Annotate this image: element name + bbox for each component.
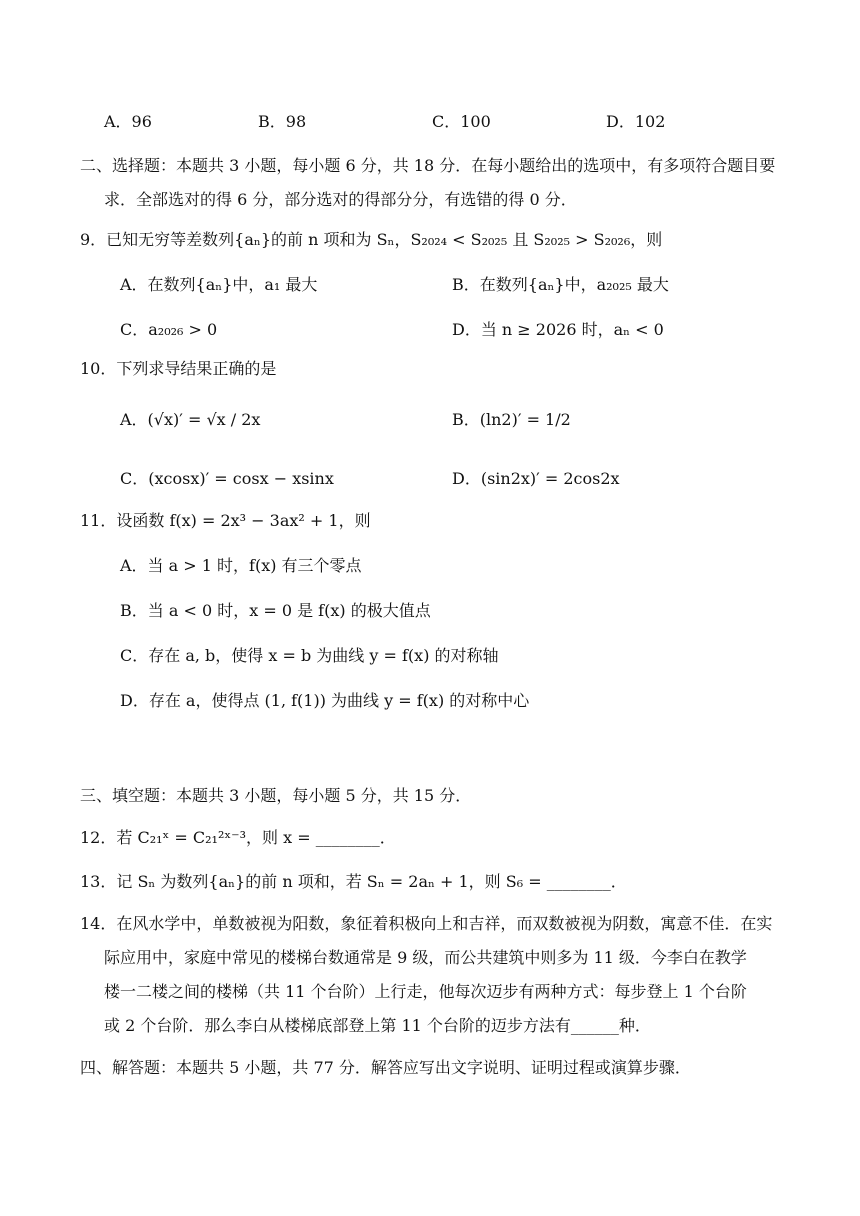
q11-option-c: C．存在 a, b，使得 x = b 为曲线 y = f(x) 的对称轴 — [120, 646, 499, 665]
q11-option-d: D．存在 a，使得点 (1, f(1)) 为曲线 y = f(x) 的对称中心 — [120, 691, 530, 710]
q9-option-d: D．当 n ≥ 2026 时，aₙ < 0 — [452, 320, 664, 339]
q14-line1: 14．在风水学中，单数被视为阳数，象征着积极向上和吉祥，而双数被视为阴数，寓意不佳．在实 — [80, 914, 773, 933]
q8-option-b: B．98 — [258, 112, 307, 131]
q10-option-b: B．(ln2)′ = 1/2 — [452, 410, 571, 429]
q13-text: 13．记 Sₙ 为数列{aₙ}的前 n 项和，若 Sₙ = 2aₙ + 1，则 S₆ = ________． — [80, 872, 627, 891]
q14-line3: 楼一二楼之间的楼梯（共 11 个台阶）上行走，他每次迈步有两种方式：每步登上 1 个台阶 — [104, 982, 747, 1001]
q9-option-a: A．在数列{aₙ}中，a₁ 最大 — [120, 275, 318, 294]
q10-option-c: C．(xcosx)′ = cosx − xsinx — [120, 469, 334, 488]
section3-heading: 三、填空题：本题共 3 小题，每小题 5 分，共 15 分． — [80, 786, 472, 805]
q14-line2: 际应用中，家庭中常见的楼梯台数通常是 9 级，而公共建筑中则多为 11 级．今李白在教学 — [104, 948, 747, 967]
q12-text: 12．若 C₂₁ˣ = C₂₁²ˣ⁻³，则 x = ________． — [80, 828, 396, 847]
section4-heading: 四、解答题：本题共 5 小题，共 77 分．解答应写出文字说明、证明过程或演算步骤． — [80, 1058, 691, 1077]
q11-stem: 11．设函数 f(x) = 2x³ − 3ax² + 1，则 — [80, 511, 371, 530]
q9-stem: 9．已知无穷等差数列{aₙ}的前 n 项和为 Sₙ，S₂₀₂₄ < S₂₀₂₅ 且 S₂₀₂₅ > S₂₀₂₆，则 — [80, 230, 663, 249]
q10-option-a: A．(√x)′ = √x / 2x — [120, 410, 261, 429]
q10-option-d: D．(sin2x)′ = 2cos2x — [452, 469, 620, 488]
q9-option-b: B．在数列{aₙ}中，a₂₀₂₅ 最大 — [452, 275, 669, 294]
section2-heading-line2: 求．全部选对的得 6 分，部分选对的得部分分，有选错的得 0 分． — [104, 190, 577, 209]
q8-option-a: A．96 — [104, 112, 152, 131]
q14-line4: 或 2 个台阶．那么李白从楼梯底部登上第 11 个台阶的迈步方法有______种． — [104, 1016, 651, 1035]
q11-option-b: B．当 a < 0 时，x = 0 是 f(x) 的极大值点 — [120, 601, 431, 620]
section2-heading-line1: 二、选择题：本题共 3 小题，每小题 6 分，共 18 分．在每小题给出的选项中，有多项符合题目要 — [80, 156, 776, 175]
q10-stem: 10．下列求导结果正确的是 — [80, 359, 277, 378]
q11-option-a: A．当 a > 1 时，f(x) 有三个零点 — [120, 556, 362, 575]
q9-option-c: C．a₂₀₂₆ > 0 — [120, 320, 218, 339]
q8-option-d: D．102 — [606, 112, 666, 131]
q8-option-c: C．100 — [432, 112, 491, 131]
